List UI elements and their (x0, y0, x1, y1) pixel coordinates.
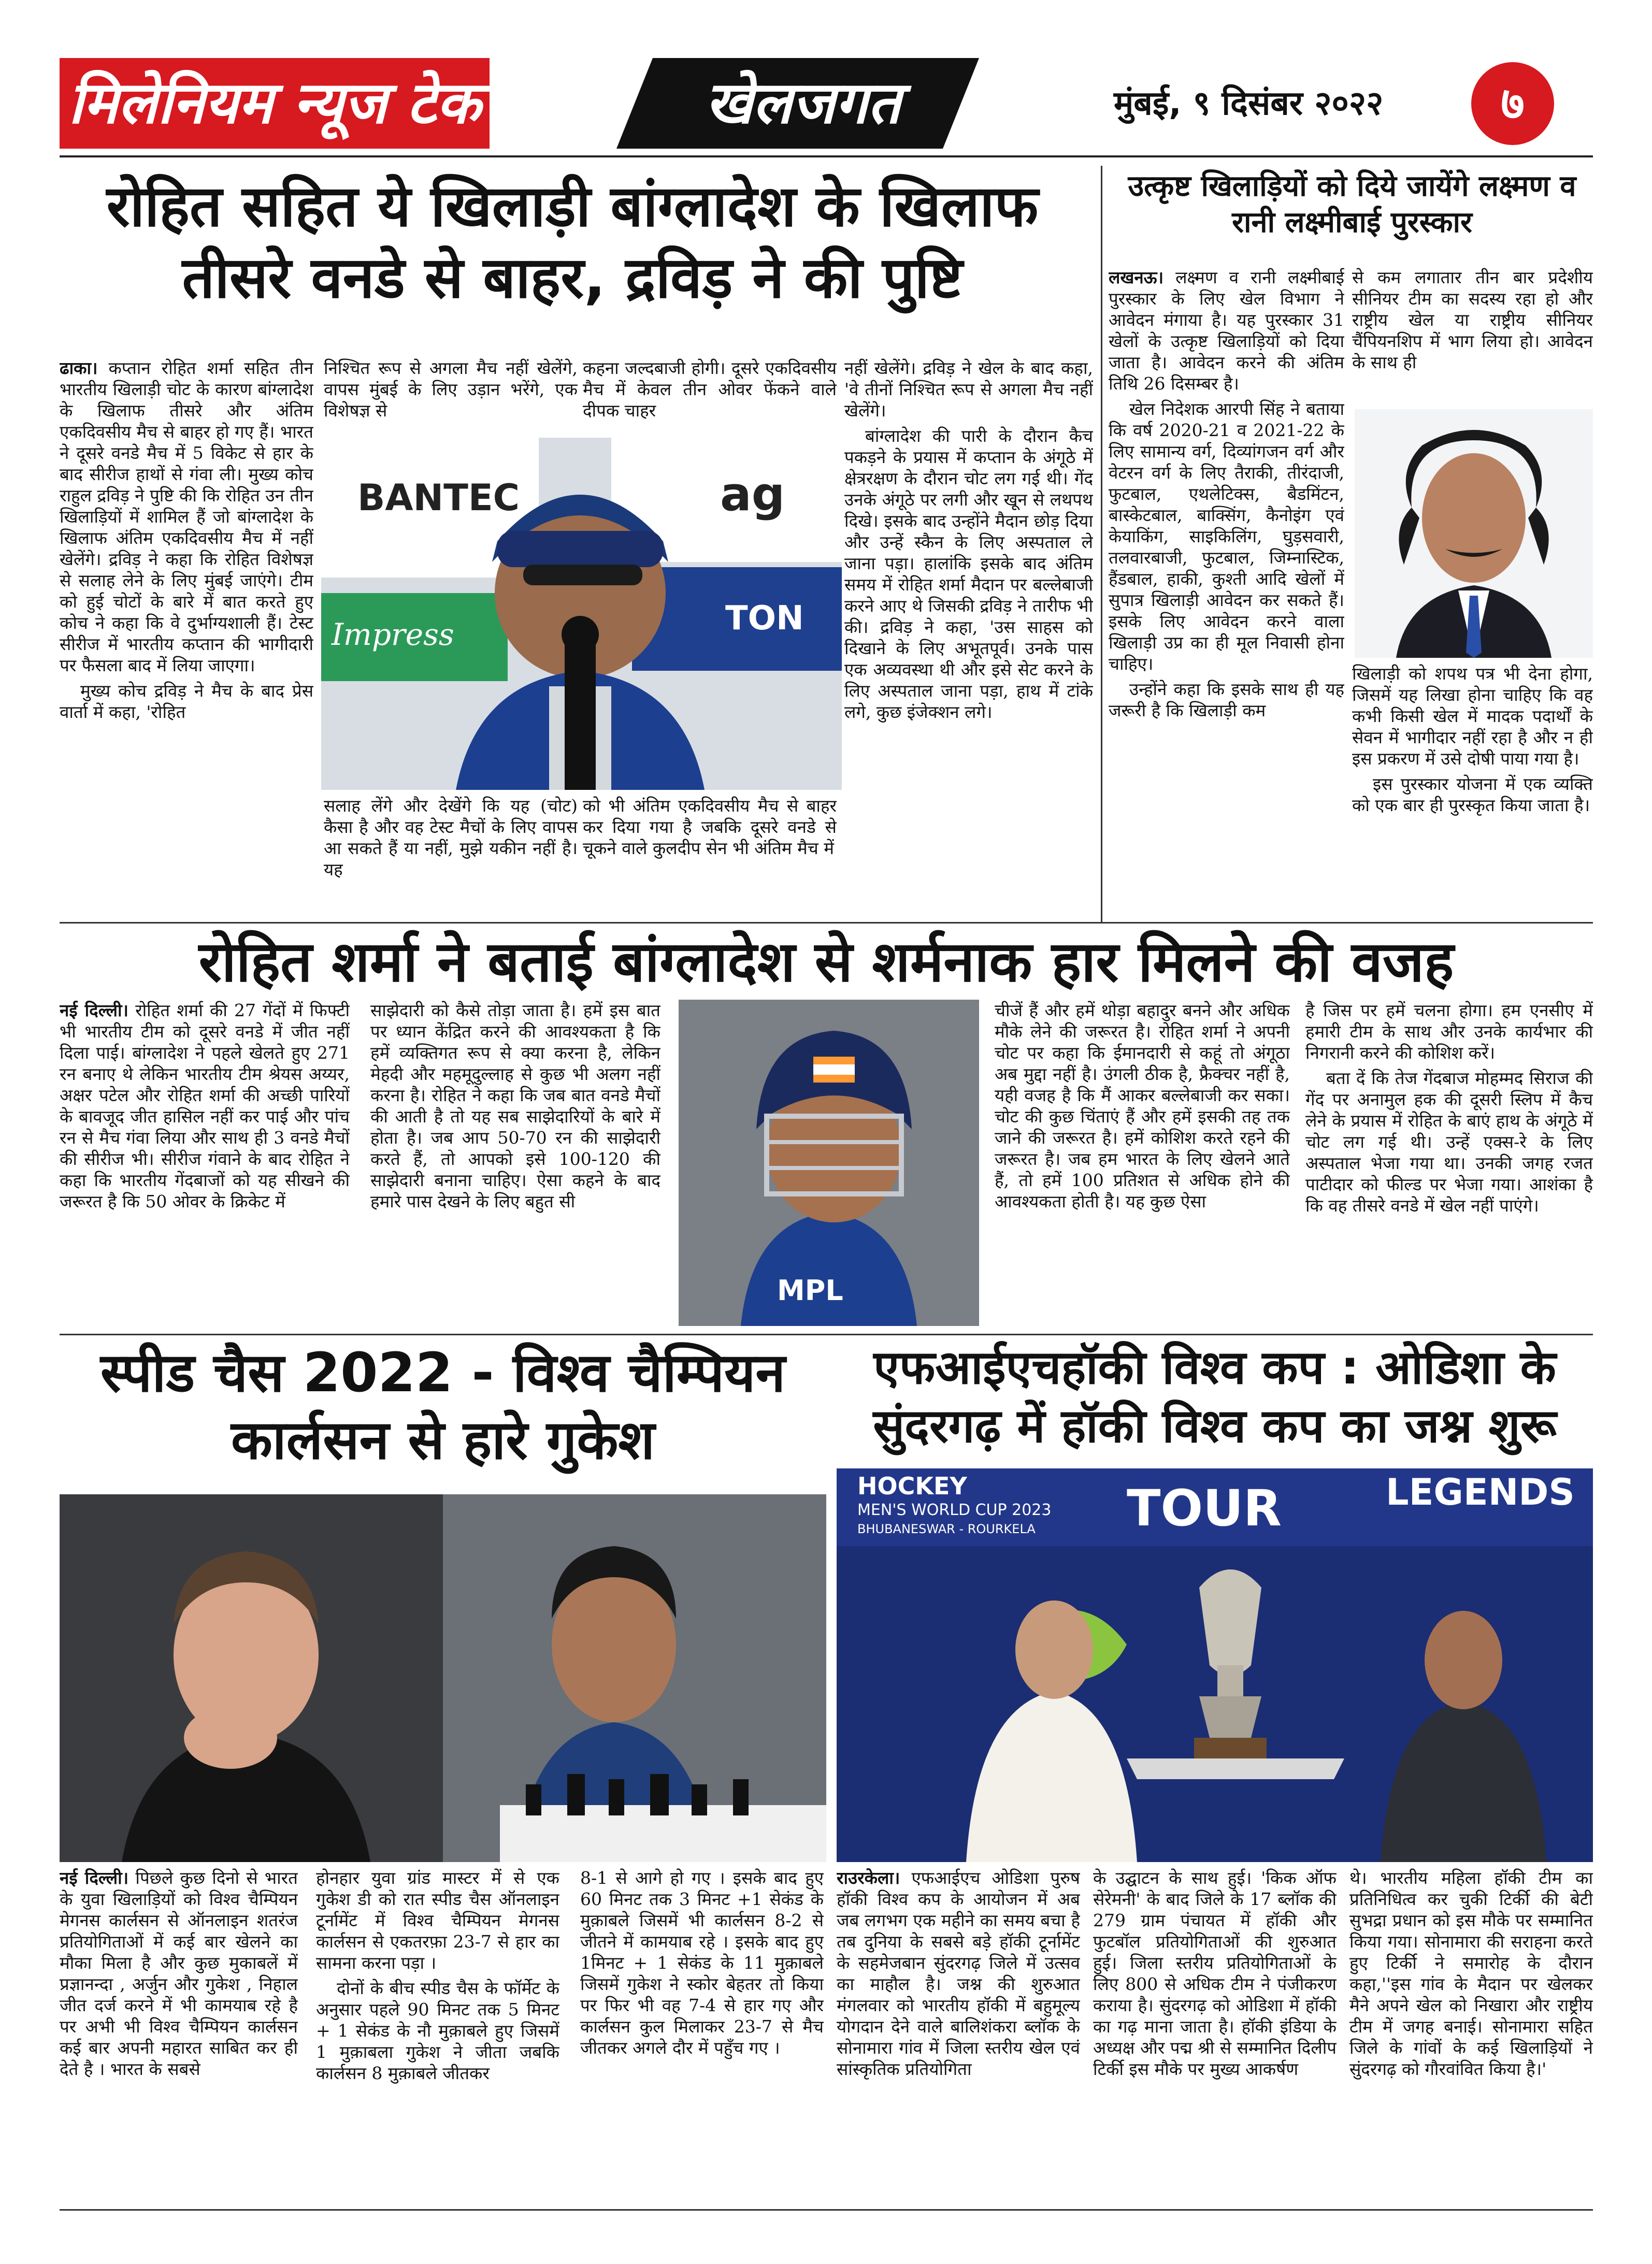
issue-date: मुंबई, ९ दिसंबर २०२२ (1114, 84, 1384, 123)
story2-col2-bottom-para1: खिलाड़ी को शपथ पत्र भी देना होगा, जिसमें यह लिखा होना चाहिए कि वह कभी किसी खेल में मादक पदार्थों के सेवन में भागीदार नहीं रहा है और न ही इस प्रकरण में उसे दोषी पाया गया है। (1352, 664, 1593, 769)
story4-column-2 (316, 1867, 559, 2204)
footer-rule (60, 2209, 1593, 2211)
sports-director-portrait (1355, 409, 1593, 658)
dravid-photo-illustration (321, 438, 842, 790)
story1-col2-top: निश्चित रूप से अगला मैच नहीं खेलेंगे, वापस मुंबई के लिए उड़ान भरेंगे, एक विशेषज्ञ से (324, 358, 578, 421)
story1-col4-para1: नहीं खेलेंगे। द्रविड़ ने खेल के बाद कहा, 'वे तीनों निश्चित रूप से अगला मैच नहीं खेलेंगे। (844, 358, 1093, 421)
story5-col3-para1: थे। भारतीय महिला हॉकी टीम का प्रतिनिधित्व कर चुकी टिर्की की बेटी सुभद्रा प्रधान को इस मौके पर सम्मानित किया गया। सोनामारा की सराहना करते हुए टिर्की ने समारोह के दौरान कहा,''इस गांव के मैदान पर खेलकर मैने अपने खेल को निखारा और राष्ट्रीय टीम में जगह बनाई। सोनामारा सहित जिले के गांवों के कई खिलाड़ियों ने सुंदरगढ़ को गौरवांवित किया है।' (1349, 1868, 1593, 2079)
story2-col2-bottom-para2: इस पुरस्कार योजना में एक व्यक्ति को एक बार ही पुरस्कृत किया जाता है। (1352, 774, 1593, 815)
story1-headline-line1: रोहित सहित ये खिलाड़ी बांग्लादेश के खिलाफ (106, 173, 1039, 239)
story1-col1-para2: मुख्य कोच द्रविड़ ने मैच के बाद प्रेस वार्ता में कहा, 'रोहित (60, 681, 313, 722)
dravid-banner-text-ton: TON (725, 599, 804, 638)
story1-dateline: ढाका। (60, 358, 98, 378)
story2-headline-line1: उत्कृष्ट खिलाड़ियों को दिये जायेंगे लक्ष्मण व (1128, 169, 1576, 203)
hockey-photo-illustration (837, 1468, 1593, 1862)
rohit-jersey-text: MPL (777, 1274, 843, 1307)
story3-dateline: नई दिल्ली। (60, 1000, 129, 1020)
chess-photo-illustration (60, 1494, 826, 1862)
hockey-banner-cup: MEN'S WORLD CUP 2023 (857, 1501, 1052, 1519)
story4-col2-para2: दोनों के बीच स्पीड चैस के फॉर्मेट के अनुसार पहले 90 मिनट तक 5 मिनट + 1 सेकंड के नौ मुक़ाबले हुए जिसमें 1 मुक़ाबला गुकेश ने जीता जबकि कार्लसन 8 मुक़ाबले जीतकर (316, 1978, 559, 2083)
story3-column-2 (370, 1000, 660, 1331)
story2-column-2-top (1352, 267, 1593, 399)
publication-name: मिलेनियम न्यूज टेक (60, 58, 490, 149)
chess-players-photo (60, 1494, 826, 1862)
story1-column-4 (844, 357, 1093, 917)
section-rule-2 (60, 1334, 1593, 1335)
story4-col3-para1: 8-1 से आगे हो गए । इसके बाद हुए 60 मिनट तक 3 मिनट +1 सेकंड के मुक़ाबले जिसमें भी कार्लसन 8-2 से जीतने में कामयाब रहे । इसके बाद हुए 1मिनट + 1 सेकंड के 11 मुक़ाबले जिसमें गुकेश ने स्कोर बेहतर तो किया पर फिर भी वह 7-4 से हार गए और कार्लसन कुल मिलाकर 23-7 से मैच जीतकर अगले दौर में पहुँच गए । (580, 1868, 824, 2058)
story3-column-1 (60, 1000, 350, 1331)
dravid-banner-text-impress: Impress (332, 617, 454, 652)
story4-dateline: नई दिल्ली। (60, 1868, 129, 1888)
story2-col1-para2: खेल निदेशक आरपी सिंह ने बताया कि वर्ष 2020-21 व 2021-22 के लिए सामान्य वर्ग, दिव्यांगजन वर्ग और वेटरन वर्ग के लिए तैराकी, तीरंदाजी, फुटबाल, एथलेटिक्स, बैडमिंटन, बास्केटबाल, बाक्सिंग, कैनोइंग एवं केयाकिंग, साइकिलिंग, घुड़सवारी, तलवारबाजी, फुटबाल, जिम्नास्टिक, हैंडबाल, हाकी, कुश्ती आदि खेलों में सुपात्र खिलाड़ी आवेदन कर सकते हैं। इसके लिए आवेदन करने वाला खिलाड़ी उप्र का ही मूल निवासी होना चाहिए। (1109, 399, 1344, 674)
story1-headline-line2: तीसरे वनडे से बाहर, द्रविड़ ने की पुष्टि (182, 244, 963, 311)
section-title: खेलजगत (705, 69, 901, 137)
story4-headline (60, 1339, 826, 1474)
portrait-illustration (1355, 409, 1593, 658)
story2-col1-para3: उन्होंने कहा कि इसके साथ ही यह जरूरी है कि खिलाड़ी कम (1109, 679, 1344, 720)
story5-headline-line2: सुंदरगढ़ में हॉकी विश्व कप का जश्न शुरू (873, 1398, 1557, 1453)
story4-col2-para1: होनहार युवा ग्रांड मास्टर में से एक गुकेश डी को रात स्पीड चैस ऑनलाइन टूर्नामेंट में विश्व चैम्पियन मेगनस कार्लसन से एकतरफ़ा 23-7 से हार का सामना करना पड़ा । (316, 1868, 559, 1973)
story2-headline (1109, 168, 1596, 241)
story2-dateline: लखनऊ। (1109, 267, 1164, 287)
story1-column-1 (60, 357, 313, 917)
story2-col2-top: से कम लगातार तीन बार प्रदेशीय सीनियर टीम का सदस्य रहा हो और राष्ट्रीय खेल या राष्ट्रीय सीनियर चैंपियनशिप में भाग लिया हो। आवेदन के साथ ही (1352, 267, 1593, 372)
story3-headline: रोहित शर्मा ने बताई बांग्लादेश से शर्मनाक हार मिलने की वजह (198, 930, 1454, 994)
story5-dateline: राउरकेला। (837, 1868, 900, 1888)
hockey-trophy-photo (837, 1468, 1593, 1862)
story3-col3: चीजें हैं और हमें थोड़ा बहादुर बनने और अधिक मौके लेने की जरूरत है। रोहित शर्मा ने अपनी चोट पर कहा कि ईमानदारी से कहूं तो अंगूठा अब मुद्दा नहीं है। उंगली ठीक है, फ्रैक्चर नहीं है, यही वजह है कि मैं आकर बल्लेबाजी कर सका। चोट की कुछ चिंताएं हैं और हमें इसकी तह तक जाने की जरूरत है। हमें कोशिश करते रहने की जरूरत है। जब हम भारत के लिए खेलने आते हैं, तो हमें 100 प्रतिशत से अधिक होने की आवश्यकता होती है। यह कुछ ऐसा (995, 1000, 1290, 1212)
column-rule (1101, 166, 1102, 922)
story1-col3-top: कहना जल्दबाजी होगी। दूसरे एकदिवसीय मैच में केवल तीन ओवर फेंकने वाले दीपक चाहर (583, 358, 837, 421)
story1-column-2-top (324, 357, 578, 435)
story1-column-3-top (583, 357, 837, 435)
rohit-batting-photo (679, 1000, 979, 1326)
dravid-banner-text-left: BANTEC (357, 477, 520, 519)
story3-column-3 (995, 1000, 1290, 1331)
story5-column-3 (1349, 1867, 1593, 2204)
story1-col4-para2: बांग्लादेश की पारी के दौरान कैच पकड़ने के प्रयास में कप्तान के अंगूठे में क्षेत्ररक्षण के दौरान चोट लग गई थी। गेंद उनके अंगूठे पर लगी और खून से लथपथ दिखे। इसके बाद उन्होंने मैदान छोड़ दिया और उन्हें स्कैन के लिए अस्पताल ले जाना पड़ा। हालांकि इसके बाद अंतिम समय में रोहित शर्मा मैदान पर बल्लेबाजी करने आए थे जिसकी द्रविड़ ने तारीफ भी की। द्रविड़ ने कहा, 'उस साहस को दिखाने के लिए अभूतपूर्व। उनके पास एक अव्यवस्था थी और इसे सेट करने के लिए अस्पताल जाना पड़ा, हाथ में टांके लगे, कुछ इंजेक्शन लगे। (844, 426, 1093, 722)
story3-col1-para1: रोहित शर्मा की 27 गेंदों में फिफ्टी भी भारतीय टीम को दूसरे वनडे में जीत नहीं दिला पाई। बांग्लादेश ने पहले खेलते हुए 271 रन बनाए थे लेकिन भारतीय टीम श्रेयस अय्यर, अक्षर पटेल और रोहित शर्मा की अच्छी पारियों के बावजूद जीत हासिल नहीं कर पाई और पांच रन से मैच गंवा लिया और साथ ही 3 वनडे मैचों की सीरीज भी। सीरीज गंवाने के बाद रोहित ने कहा कि भारतीय गेंदबाजों को यह सीखने की जरूरत है कि 50 ओवर के क्रिकेट में (60, 1000, 350, 1212)
story1-column-2-bottom (324, 795, 578, 914)
story5-column-2 (1093, 1867, 1337, 2204)
story2-col1-para1: लक्ष्मण व रानी लक्ष्मीबाई पुरस्कार के लिए खेल विभाग ने आवेदन मंगाया है। यह पुरस्कार 31 खेलों के उत्कृष्ट खिलाड़ियों को दिया जाता है। आवेदन करने की अंतिम तिथि 26 दिसम्बर है। (1109, 267, 1344, 394)
story2-column-2-bottom (1352, 663, 1593, 917)
story4-column-1 (60, 1867, 298, 2204)
story5-col1-para1: एफआईएच ओडिशा पुरुष हॉकी विश्व कप के आयोजन में अब जब लगभग एक महीने का समय बचा है तब दुनिया के सबसे बड़े हॉकी टूर्नामेंट के सहमेजबान सुंदरगढ़ जिले में उत्सव का माहौल है। जश्न की शुरुआत मंगलवार को भारतीय हॉकी में बहुमूल्य योगदान देने वाले बालिशंकरा ब्लॉक के सोनामारा गांव में जिला स्तरीय खेल एवं सांस्कृतिक प्रतियोगिता (837, 1868, 1080, 2079)
page-number: ७ (1471, 62, 1554, 145)
hockey-banner-legends: LEGENDS (1386, 1471, 1575, 1513)
story1-col2-bottom: सलाह लेंगे और देखेंगे कि यह (चोट) कैसा है और वह टेस्ट मैचों के लिए वापस आ सकते हैं या नहीं, मुझे यकीन नहीं है। यह (324, 796, 578, 879)
hockey-banner-city: BHUBANESWAR - ROURKELA (857, 1522, 1036, 1536)
hockey-banner-tour: TOUR (1127, 1479, 1282, 1537)
story1-column-3-bottom (583, 795, 837, 914)
story3-col4-para2: बता दें कि तेज गेंदबाज मोहम्मद सिराज की गेंद पर अनामुल हक की दूसरी स्लिप में कैच लेने के प्रयास में रोहित के बाएं हाथ के अंगूठे में चोट लग गई थी। उन्हें एक्स-रे के लिए अस्पताल भेजा गया था। उनकी जगह रजत पाटीदार को फील्ड पर भेजा गया। आशंका है कि वह तीसरे वनडे में खेल नहीं पाएंगे। (1305, 1068, 1593, 1216)
masthead-rule (60, 155, 1593, 157)
story3-column-4 (1305, 1000, 1593, 1331)
story4-column-3 (580, 1867, 824, 2204)
dravid-banner-text-right: ag (720, 467, 785, 522)
story2-headline-line2: रानी लक्ष्मीबाई पुरस्कार (1232, 206, 1472, 239)
story5-headline-line1: एफआईएचहॉकी विश्व कप : ओडिशा के (873, 1340, 1556, 1395)
story4-headline-line1: स्पीड चैस 2022 - विश्व चैम्पियन (100, 1341, 786, 1404)
story1-col1-para1: कप्तान रोहित शर्मा सहित तीन भारतीय खिलाड़ी चोट के कारण बांग्लादेश के खिलाफ तीसरे और अंतिम एकदिवसीय मैच से बाहर हो गए हैं। भारत ने दूसरे वनडे मैच में 5 विकेट से हार के बाद सीरीज हाथों से गंवा ली। मुख्य कोच राहुल द्रविड़ ने पुष्टि की कि रोहित उन तीन खिलाड़ियों में शामिल हैं जो बांग्लादेश के खिलाफ अंतिम एकदिवसीय मैच में नहीं खेलेंगे। द्रविड़ ने कहा कि रोहित विशेषज्ञ से सलाह लेने के लिए मुंबई जाएंगे। टीम को हुई चोटों के बारे में बात करते हुए कोच ने कहा कि वे दुर्भाग्यशाली हैं। टेस्ट सीरीज में भारतीय कप्तान की भागीदारी पर फैसला बाद में लिया जाएगा। (60, 358, 313, 675)
story5-column-1 (837, 1867, 1080, 2204)
dravid-press-photo (321, 438, 842, 790)
section-rule (60, 922, 1593, 924)
story3-col4-para1: है जिस पर हमें चलना होगा। हम एनसीए में हमारी टीम के साथ और उनके कार्यभार की निगरानी करने की कोशिश करें। (1305, 1000, 1593, 1063)
rohit-photo-illustration (679, 1000, 979, 1326)
story4-col1-para1: पिछले कुछ दिनो से भारत के युवा खिलाड़ियों को विश्व चैम्पियन मेगनस कार्लसन से ऑनलाइन शतरंज प्रतियोगिताओं में कई बार खेलने का मौका मिला है और कुछ मुकाबलें में प्रज्ञानन्दा , अर्जुन और गुकेश , निहाल जीत दर्ज करने में भी कामयाब रहे है पर अभी भी विश्व चैम्पियन कार्लसन कई बार अपनी महारत साबित कर ही देते है । भारत के सबसे (60, 1868, 298, 2079)
story5-headline (837, 1339, 1593, 1455)
story2-column-1 (1109, 267, 1344, 917)
story3-col2: साझेदारी को कैसे तोड़ा जाता है। हमें इस बात पर ध्यान केंद्रित करने की आवश्यकता है कि हमें व्यक्तिगत रूप से क्या करना है, लेकिन मेहदी और महमूदुल्लाह से कुछ भी अलग नहीं करना है। रोहित ने कहा कि जब बात वनडे मैचों की आती है तो यह सब साझेदारियों के बारे में होता है। जब आप 50-70 रन की साझेदारी करते हैं, तो आपको इसे 100-120 की साझेदारी बनाना चाहिए। ऐसा कहने के बाद हमारे पास देखने के लिए बहुत सी (370, 1000, 660, 1212)
hockey-banner-text: HOCKEY (857, 1472, 967, 1500)
story1-headline (60, 171, 1085, 313)
story4-headline-line2: कार्लसन से हारे गुकेश (231, 1408, 655, 1472)
story1-col3-bottom: को भी अंतिम एकदिवसीय मैच से बाहर कर दिया गया है जबकि दूसरे वनडे से चूकने वाले कुलदीप सेन भी अंतिम मैच में (583, 796, 837, 858)
story5-col2-para1: के उद्घाटन के साथ हुई। 'किक ऑफ सेरेमनी' के बाद जिले के 17 ब्लॉक की 279 ग्राम पंचायत में हॉकी और फुटबॉल प्रतियोगिताओं की शुरुआत हुई। जिला स्तरीय प्रतियोगिताओं के लिए 800 से अधिक टीम ने पंजीकरण कराया है। सुंदरगढ़ को ओडिशा में हॉकी का गढ़ माना जाता है। हॉकी इंडिया के अध्यक्ष और पद्म श्री से सम्मानित दिलीप टिर्की इस मौके पर मुख्य आकर्षण (1093, 1868, 1337, 2079)
